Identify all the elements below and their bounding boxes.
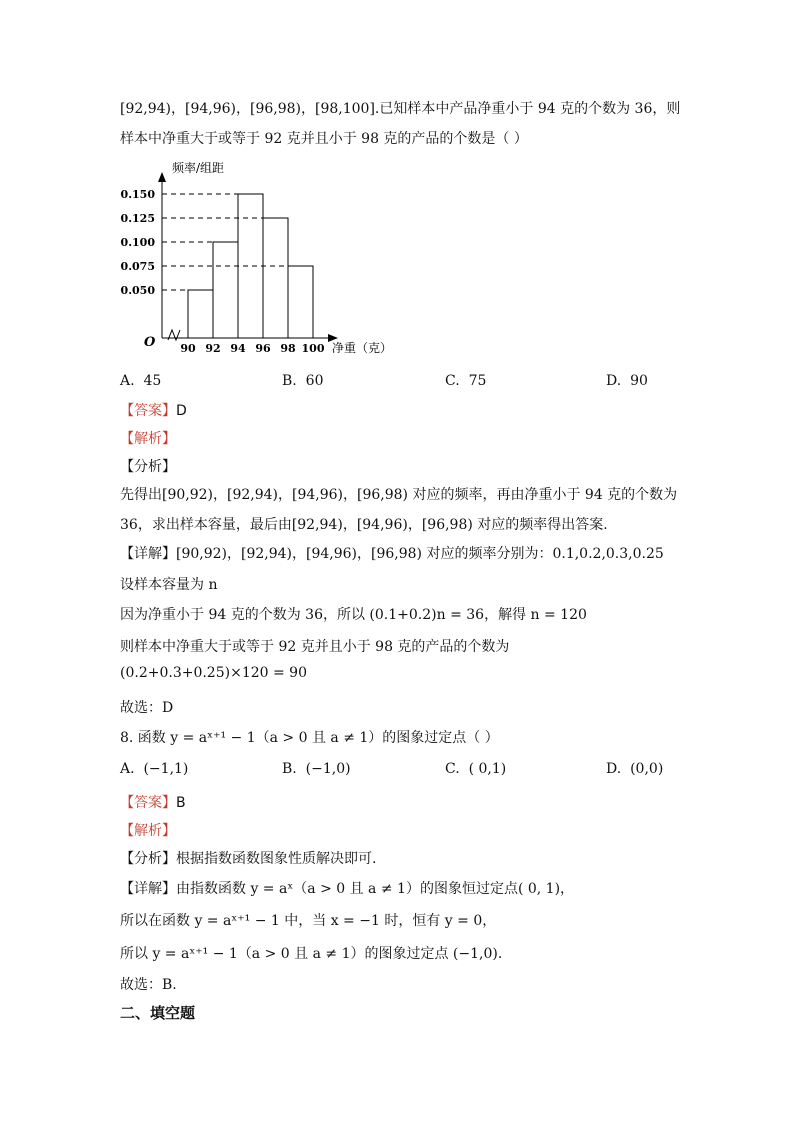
option-text: (−1,1) — [143, 761, 189, 777]
y-tick-label: 0.150 — [120, 188, 155, 201]
x-tick-label: 98 — [280, 342, 296, 355]
x-tick-label: 100 — [301, 342, 325, 355]
histogram-bar — [263, 218, 288, 338]
option-text: (0,0) — [630, 761, 664, 777]
y-axis-arrow — [158, 172, 166, 182]
answer-value: B — [176, 795, 186, 811]
q7-answer-line — [120, 400, 187, 420]
q8-option-c[interactable] — [445, 761, 506, 777]
section-heading: 二、填空题 — [120, 1004, 196, 1022]
q7-option-a[interactable] — [120, 373, 161, 389]
detail-tag: 【详解】 — [120, 881, 176, 897]
option-letter: D. — [606, 373, 622, 389]
q7-detail-line-1 — [120, 543, 664, 563]
q7-detail-line-2: 设样本容量为 n — [120, 577, 218, 593]
histogram-bar — [238, 194, 263, 338]
q7-option-c[interactable] — [445, 373, 486, 389]
q7-fenxi-tag: 【分析】 — [120, 459, 176, 475]
answer-tag: 【答案】 — [120, 403, 176, 419]
q7-option-d[interactable] — [606, 373, 648, 389]
option-letter: C. — [445, 373, 460, 389]
q8-choose: 故选：B. — [120, 977, 177, 993]
option-letter: A. — [120, 373, 135, 389]
q8-detail-line-3: 所以 y = aˣ⁺¹ − 1（a > 0 且 a ≠ 1）的图象过定点 (−1,0). — [120, 946, 503, 962]
option-letter: D. — [606, 761, 622, 777]
origin-label: O — [144, 335, 156, 350]
option-text: ( 0,1) — [468, 761, 507, 777]
option-letter: B. — [282, 373, 297, 389]
histogram-bar — [188, 290, 213, 338]
detail-text: 由指数函数 y = aˣ（a > 0 且 a ≠ 1）的图象恒过定点( 0, 1)， — [176, 881, 575, 897]
q8-detail-line-2: 所以在函数 y = aˣ⁺¹ − 1 中，当 x = −1 时，恒有 y = 0， — [120, 913, 497, 929]
q8-detail-line-1 — [120, 878, 574, 898]
detail-text: [90,92)，[92,94)，[94,96)，[96,98) 对应的频率分别为：0.1,0.2,0.3,0.25 — [176, 546, 664, 562]
q7-fenxi-line-2: 36，求出样本容量，最后由[92,94)，[94,96)，[96,98) 对应的频率得出答案. — [120, 517, 608, 533]
fenxi-text: 根据指数函数图象性质解决即可. — [176, 851, 377, 867]
x-tick-label: 90 — [180, 342, 196, 355]
q8-answer-line — [120, 792, 186, 812]
fenxi-tag: 【分析】 — [120, 851, 176, 867]
answer-tag: 【答案】 — [120, 795, 176, 811]
q8-option-a[interactable] — [120, 761, 188, 777]
y-tick-label: 0.100 — [120, 236, 155, 249]
q7-detail-line-4: 则样本中净重大于或等于 92 克并且小于 98 克的产品的个数为 — [120, 639, 510, 655]
x-tick-label: 92 — [205, 342, 221, 355]
histogram-chart — [120, 158, 410, 358]
intro-line-2: 样本中净重大于或等于 92 克并且小于 98 克的产品的个数是（ ） — [120, 131, 528, 147]
histogram-bar — [213, 242, 238, 338]
option-text: 45 — [143, 373, 162, 389]
option-text: 90 — [630, 373, 648, 389]
q8-fenxi-line — [120, 848, 376, 868]
q7-choose: 故选：D — [120, 700, 174, 716]
q7-analysis-tag: 【解析】 — [120, 431, 176, 447]
q8-analysis-tag: 【解析】 — [120, 823, 176, 839]
option-text: 75 — [468, 373, 487, 389]
q7-detail-line-3: 因为净重小于 94 克的个数为 36，所以 (0.1+0.2)n = 36，解得 n = 120 — [120, 607, 587, 623]
y-axis-title: 频率/组距 — [172, 161, 225, 175]
y-tick-label: 0.050 — [120, 284, 155, 297]
option-text: 60 — [305, 373, 324, 389]
q7-detail-line-5: (0.2+0.3+0.25)×120 = 90 — [120, 665, 307, 681]
q8-option-d[interactable] — [606, 761, 663, 777]
option-text: (−1,0) — [305, 761, 351, 777]
y-tick-label: 0.125 — [120, 212, 155, 225]
histogram-bar — [288, 266, 313, 338]
answer-value: D — [176, 403, 187, 419]
option-letter: C. — [445, 761, 460, 777]
option-letter: A. — [120, 761, 135, 777]
detail-tag: 【详解】 — [120, 546, 176, 562]
x-axis-title: 净重（克） — [332, 341, 393, 355]
x-tick-label: 94 — [230, 342, 246, 355]
q8-option-b[interactable] — [282, 761, 351, 777]
q7-option-b[interactable] — [282, 373, 323, 389]
q8-question: 8. 函数 y = aˣ⁺¹ − 1（a > 0 且 a ≠ 1）的图象过定点（ ） — [120, 730, 499, 746]
intro-line-1: [92,94)，[94,96)，[96,98)，[98,100].已知样本中产品净重小于 94 克的个数为 36，则 — [120, 101, 681, 117]
y-tick-label: 0.075 — [120, 260, 155, 273]
q7-fenxi-line-1: 先得出[90,92)，[92,94)，[94,96)，[96,98) 对应的频率，再由净重小于 94 克的个数为 — [120, 487, 678, 503]
x-tick-label: 96 — [255, 342, 271, 355]
option-letter: B. — [282, 761, 297, 777]
